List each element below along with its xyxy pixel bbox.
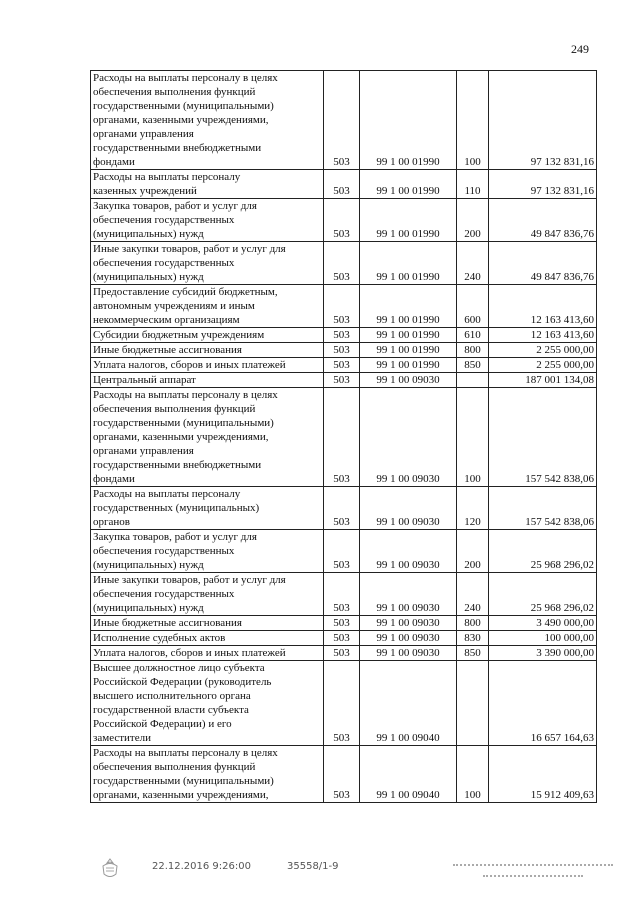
row-code: 99 1 00 09030 bbox=[360, 616, 457, 631]
row-expense-type: 100 bbox=[457, 388, 489, 487]
row-expense-type: 800 bbox=[457, 616, 489, 631]
row-name: Иные закупки товаров, работ и услуг для обеспечения государственных (муниципальных) нужд bbox=[91, 573, 324, 616]
row-code: 99 1 00 09030 bbox=[360, 573, 457, 616]
row-section: 503 bbox=[324, 285, 360, 328]
stamp-line bbox=[453, 859, 613, 866]
row-name: Центральный аппарат bbox=[91, 373, 324, 388]
row-code: 99 1 00 01990 bbox=[360, 285, 457, 328]
row-name: Расходы на выплаты персоналу в целях обеспечения выполнения функций государственными (муниципальными) органами, казенными учреждениями, bbox=[91, 746, 324, 803]
row-expense-type: 850 bbox=[457, 358, 489, 373]
row-section: 503 bbox=[324, 616, 360, 631]
row-section: 503 bbox=[324, 343, 360, 358]
row-amount: 2 255 000,00 bbox=[489, 358, 597, 373]
table-row bbox=[91, 199, 597, 242]
row-amount: 100 000,00 bbox=[489, 631, 597, 646]
row-expense-type: 800 bbox=[457, 343, 489, 358]
row-name: Уплата налогов, сборов и иных платежей bbox=[91, 646, 324, 661]
row-name: Иные закупки товаров, работ и услуг для обеспечения государственных (муниципальных) нужд bbox=[91, 242, 324, 285]
row-expense-type: 850 bbox=[457, 646, 489, 661]
row-amount: 3 490 000,00 bbox=[489, 616, 597, 631]
row-expense-type: 240 bbox=[457, 242, 489, 285]
row-expense-type bbox=[457, 373, 489, 388]
row-code: 99 1 00 09030 bbox=[360, 646, 457, 661]
row-name: Расходы на выплаты персоналу казенных учреждений bbox=[91, 170, 324, 199]
row-amount: 49 847 836,76 bbox=[489, 199, 597, 242]
row-section: 503 bbox=[324, 358, 360, 373]
row-name: Уплата налогов, сборов и иных платежей bbox=[91, 358, 324, 373]
row-name: Высшее должностное лицо субъекта Российской Федерации (руководитель высшего исполнительного органа государственной власти субъекта Российской Федерации) и его заместители bbox=[91, 661, 324, 746]
footer-document-number: 35558/1-9 bbox=[287, 861, 339, 872]
budget-table-body bbox=[91, 71, 597, 803]
row-expense-type: 240 bbox=[457, 573, 489, 616]
table-row bbox=[91, 388, 597, 487]
row-section: 503 bbox=[324, 199, 360, 242]
row-section: 503 bbox=[324, 746, 360, 803]
row-code: 99 1 00 09030 bbox=[360, 631, 457, 646]
row-code: 99 1 00 09030 bbox=[360, 487, 457, 530]
row-name: Иные бюджетные ассигнования bbox=[91, 616, 324, 631]
row-name: Расходы на выплаты персоналу государственных (муниципальных) органов bbox=[91, 487, 324, 530]
row-amount: 15 912 409,63 bbox=[489, 746, 597, 803]
row-amount: 49 847 836,76 bbox=[489, 242, 597, 285]
row-code: 99 1 00 01990 bbox=[360, 358, 457, 373]
row-name: Предоставление субсидий бюджетным, автономным учреждениям и иным некоммерческим организациям bbox=[91, 285, 324, 328]
row-section: 503 bbox=[324, 71, 360, 170]
table-row bbox=[91, 616, 597, 631]
table-row bbox=[91, 373, 597, 388]
table-row bbox=[91, 661, 597, 746]
row-section: 503 bbox=[324, 170, 360, 199]
table-row bbox=[91, 170, 597, 199]
row-code: 99 1 00 09040 bbox=[360, 746, 457, 803]
row-code: 99 1 00 01990 bbox=[360, 343, 457, 358]
page-number: 249 bbox=[571, 42, 589, 56]
seal-icon bbox=[100, 858, 120, 880]
row-name: Расходы на выплаты персоналу в целях обеспечения выполнения функций государственными (муниципальными) органами, казенными учреждениями, органами управления государственными внебюджетными фондами bbox=[91, 388, 324, 487]
budget-table bbox=[90, 70, 597, 803]
row-amount: 12 163 413,60 bbox=[489, 328, 597, 343]
row-code: 99 1 00 01990 bbox=[360, 71, 457, 170]
row-name: Закупка товаров, работ и услуг для обеспечения государственных (муниципальных) нужд bbox=[91, 199, 324, 242]
row-amount: 97 132 831,16 bbox=[489, 170, 597, 199]
row-amount: 157 542 838,06 bbox=[489, 487, 597, 530]
row-name: Закупка товаров, работ и услуг для обеспечения государственных (муниципальных) нужд bbox=[91, 530, 324, 573]
footer-date: 22.12.2016 9:26:00 bbox=[152, 861, 251, 872]
row-amount: 2 255 000,00 bbox=[489, 343, 597, 358]
row-expense-type: 120 bbox=[457, 487, 489, 530]
row-name: Субсидии бюджетным учреждениям bbox=[91, 328, 324, 343]
table-row bbox=[91, 646, 597, 661]
row-amount: 25 968 296,02 bbox=[489, 573, 597, 616]
row-section: 503 bbox=[324, 661, 360, 746]
table-row bbox=[91, 573, 597, 616]
row-section: 503 bbox=[324, 242, 360, 285]
row-code: 99 1 00 09030 bbox=[360, 388, 457, 487]
row-amount: 187 001 134,08 bbox=[489, 373, 597, 388]
row-code: 99 1 00 01990 bbox=[360, 199, 457, 242]
row-amount: 16 657 164,63 bbox=[489, 661, 597, 746]
signature-stamp bbox=[453, 855, 613, 881]
row-section: 503 bbox=[324, 631, 360, 646]
row-section: 503 bbox=[324, 646, 360, 661]
table-row bbox=[91, 631, 597, 646]
row-amount: 12 163 413,60 bbox=[489, 285, 597, 328]
stamp-line bbox=[483, 870, 583, 877]
row-section: 503 bbox=[324, 328, 360, 343]
table-row bbox=[91, 242, 597, 285]
row-amount: 97 132 831,16 bbox=[489, 71, 597, 170]
row-name: Исполнение судебных актов bbox=[91, 631, 324, 646]
row-code: 99 1 00 01990 bbox=[360, 170, 457, 199]
table-row bbox=[91, 358, 597, 373]
row-expense-type: 110 bbox=[457, 170, 489, 199]
table-row bbox=[91, 71, 597, 170]
row-section: 503 bbox=[324, 530, 360, 573]
row-expense-type: 830 bbox=[457, 631, 489, 646]
row-expense-type: 600 bbox=[457, 285, 489, 328]
row-expense-type: 200 bbox=[457, 199, 489, 242]
row-amount: 157 542 838,06 bbox=[489, 388, 597, 487]
table-row bbox=[91, 285, 597, 328]
table-row bbox=[91, 487, 597, 530]
table-row bbox=[91, 530, 597, 573]
row-code: 99 1 00 01990 bbox=[360, 328, 457, 343]
row-expense-type: 100 bbox=[457, 746, 489, 803]
row-name: Иные бюджетные ассигнования bbox=[91, 343, 324, 358]
row-expense-type bbox=[457, 661, 489, 746]
row-amount: 25 968 296,02 bbox=[489, 530, 597, 573]
row-amount: 3 390 000,00 bbox=[489, 646, 597, 661]
row-expense-type: 610 bbox=[457, 328, 489, 343]
row-section: 503 bbox=[324, 487, 360, 530]
row-name: Расходы на выплаты персоналу в целях обеспечения выполнения функций государственными (муниципальными) органами, казенными учреждениями, органами управления государственными внебюджетными фондами bbox=[91, 71, 324, 170]
row-code: 99 1 00 01990 bbox=[360, 242, 457, 285]
table-row bbox=[91, 343, 597, 358]
row-code: 99 1 00 09040 bbox=[360, 661, 457, 746]
row-expense-type: 100 bbox=[457, 71, 489, 170]
table-row bbox=[91, 746, 597, 803]
row-expense-type: 200 bbox=[457, 530, 489, 573]
row-section: 503 bbox=[324, 573, 360, 616]
row-code: 99 1 00 09030 bbox=[360, 373, 457, 388]
row-section: 503 bbox=[324, 388, 360, 487]
row-code: 99 1 00 09030 bbox=[360, 530, 457, 573]
row-section: 503 bbox=[324, 373, 360, 388]
table-row bbox=[91, 328, 597, 343]
